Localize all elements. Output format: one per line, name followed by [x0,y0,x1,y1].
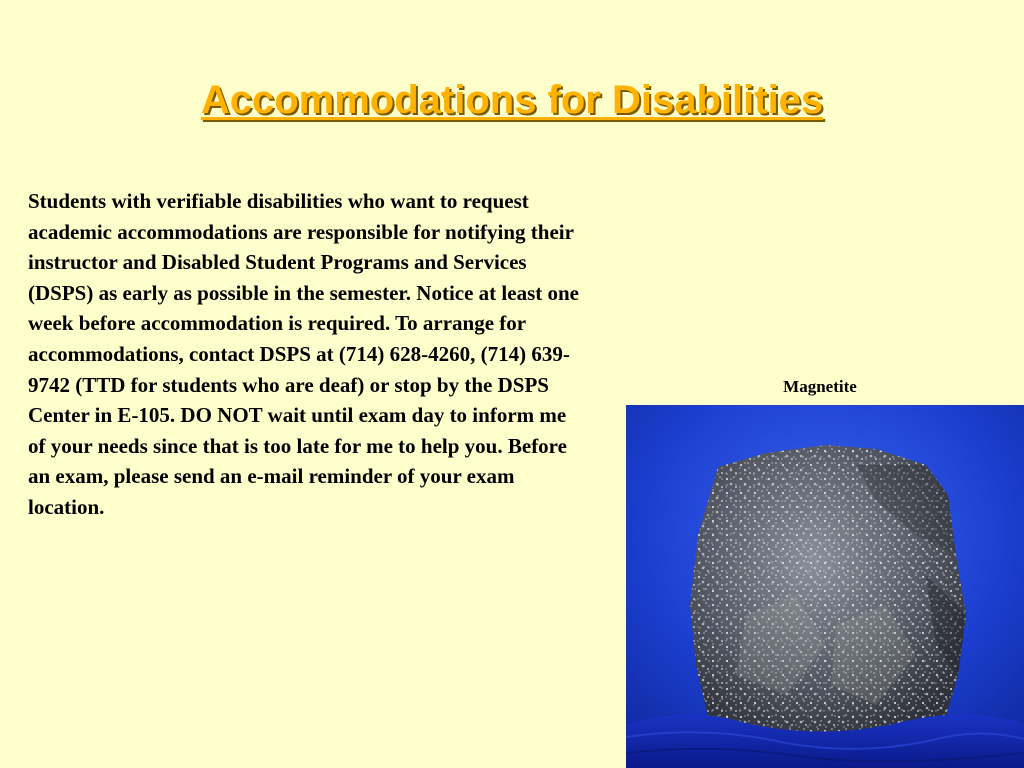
magnetite-photo [626,405,1024,768]
slide-title: Accommodations for Disabilities [200,78,824,122]
image-caption: Magnetite [783,377,857,396]
magnetite-rock [690,445,966,735]
body-paragraph: Students with verifiable disabilities who want to request academic accommodations are responsible for notifying their instructor and Disabled Student Programs and Services (DSPS) as early as possible in the semester. Notice at least one week before accommodation is required. To arrange for accommodations, contact DSPS at (714) 628-4260, (714) 639-9742 (TTD for students who are deaf) or stop by the DSPS Center in E-105. DO NOT wait until exam day to inform me of your needs since that is too late for me to help you. Before an exam, please send an e-mail reminder of your exam location. [28,189,579,519]
